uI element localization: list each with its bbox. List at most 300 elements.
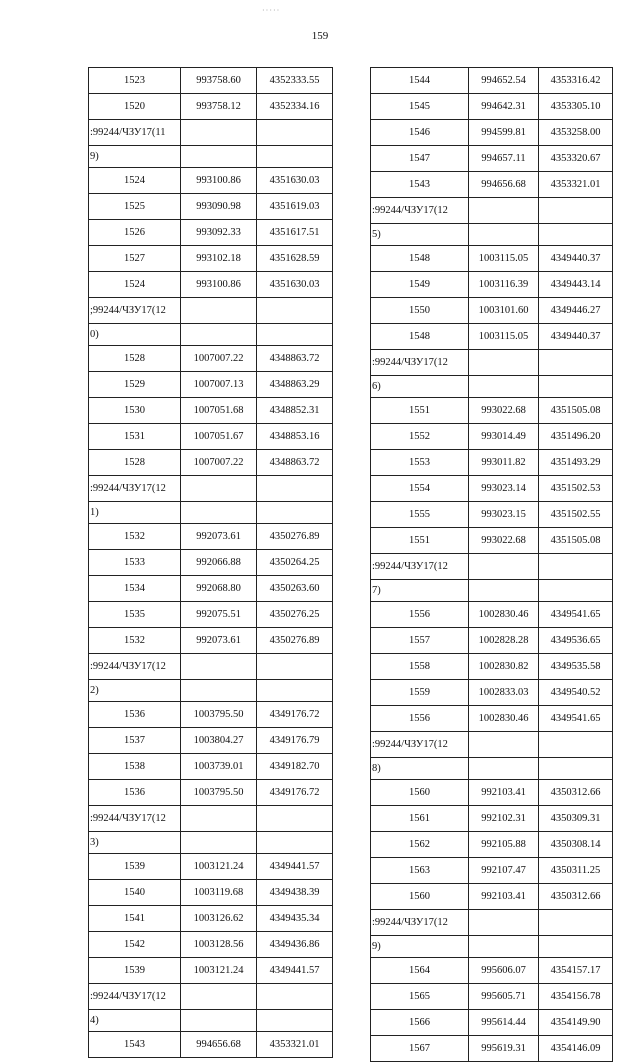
point-number-cell: 1557 bbox=[371, 628, 469, 654]
coordinate-row bbox=[371, 984, 613, 1010]
empty-cell bbox=[469, 758, 539, 780]
coordinates-table-left bbox=[88, 67, 333, 1058]
y-coordinate-cell: 4354149.90 bbox=[539, 1010, 613, 1036]
coordinate-row bbox=[371, 502, 613, 528]
empty-cell bbox=[469, 936, 539, 958]
parcel-header-row bbox=[371, 376, 613, 398]
x-coordinate-cell: 1002828.28 bbox=[469, 628, 539, 654]
point-number-cell: 1558 bbox=[371, 654, 469, 680]
point-number-cell: 1552 bbox=[371, 424, 469, 450]
point-number-cell: 1523 bbox=[89, 68, 181, 94]
coordinate-row bbox=[371, 832, 613, 858]
point-number-cell: 1555 bbox=[371, 502, 469, 528]
coordinate-row bbox=[89, 932, 333, 958]
point-number-cell: 1560 bbox=[371, 884, 469, 910]
x-coordinate-cell: 994656.68 bbox=[181, 1032, 257, 1058]
x-coordinate-cell: 993011.82 bbox=[469, 450, 539, 476]
parcel-header-row bbox=[371, 732, 613, 758]
point-number-cell: 1534 bbox=[89, 576, 181, 602]
parcel-id-cell: 6) bbox=[371, 376, 469, 398]
coordinate-row bbox=[89, 68, 333, 94]
parcel-header-row bbox=[89, 1010, 333, 1032]
point-number-cell: 1556 bbox=[371, 602, 469, 628]
coordinate-row bbox=[371, 298, 613, 324]
y-coordinate-cell: 4353321.01 bbox=[539, 172, 613, 198]
x-coordinate-cell: 1003128.56 bbox=[181, 932, 257, 958]
empty-cell bbox=[181, 476, 257, 502]
point-number-cell: 1536 bbox=[89, 702, 181, 728]
parcel-header-row bbox=[371, 910, 613, 936]
coordinate-row bbox=[89, 602, 333, 628]
coordinate-row bbox=[371, 602, 613, 628]
parcel-id-cell: :99244/ЧЗУ17(12 bbox=[89, 806, 181, 832]
x-coordinate-cell: 993090.98 bbox=[181, 194, 257, 220]
x-coordinate-cell: 992102.31 bbox=[469, 806, 539, 832]
x-coordinate-cell: 1003126.62 bbox=[181, 906, 257, 932]
x-coordinate-cell: 995614.44 bbox=[469, 1010, 539, 1036]
point-number-cell: 1527 bbox=[89, 246, 181, 272]
empty-cell bbox=[539, 350, 613, 376]
x-coordinate-cell: 994652.54 bbox=[469, 68, 539, 94]
coordinate-row bbox=[89, 880, 333, 906]
parcel-id-cell: 4) bbox=[89, 1010, 181, 1032]
coordinate-row bbox=[371, 958, 613, 984]
empty-cell bbox=[181, 120, 257, 146]
coordinate-row bbox=[89, 168, 333, 194]
parcel-id-cell: 8) bbox=[371, 758, 469, 780]
y-coordinate-cell: 4349440.37 bbox=[539, 246, 613, 272]
point-number-cell: 1539 bbox=[89, 958, 181, 984]
empty-cell bbox=[469, 224, 539, 246]
parcel-header-row bbox=[89, 324, 333, 346]
parcel-header-row bbox=[371, 198, 613, 224]
point-number-cell: 1548 bbox=[371, 324, 469, 350]
coordinate-row bbox=[89, 550, 333, 576]
empty-cell bbox=[539, 554, 613, 580]
point-number-cell: 1546 bbox=[371, 120, 469, 146]
point-number-cell: 1544 bbox=[371, 68, 469, 94]
y-coordinate-cell: 4351630.03 bbox=[257, 272, 333, 298]
point-number-cell: 1529 bbox=[89, 372, 181, 398]
point-number-cell: 1549 bbox=[371, 272, 469, 298]
x-coordinate-cell: 1003115.05 bbox=[469, 246, 539, 272]
point-number-cell: 1556 bbox=[371, 706, 469, 732]
point-number-cell: 1528 bbox=[89, 346, 181, 372]
parcel-id-cell: 9) bbox=[89, 146, 181, 168]
x-coordinate-cell: 992066.88 bbox=[181, 550, 257, 576]
y-coordinate-cell: 4351505.08 bbox=[539, 528, 613, 554]
y-coordinate-cell: 4351502.55 bbox=[539, 502, 613, 528]
coordinate-row bbox=[89, 424, 333, 450]
point-number-cell: 1562 bbox=[371, 832, 469, 858]
y-coordinate-cell: 4349536.65 bbox=[539, 628, 613, 654]
parcel-id-cell: :99244/ЧЗУ17(12 bbox=[89, 476, 181, 502]
x-coordinate-cell: 993102.18 bbox=[181, 246, 257, 272]
y-coordinate-cell: 4349540.52 bbox=[539, 680, 613, 706]
coordinate-row bbox=[89, 958, 333, 984]
empty-cell bbox=[257, 654, 333, 680]
coordinate-row bbox=[89, 220, 333, 246]
point-number-cell: 1531 bbox=[89, 424, 181, 450]
header-mark: ····· bbox=[262, 6, 281, 15]
point-number-cell: 1540 bbox=[89, 880, 181, 906]
point-number-cell: 1551 bbox=[371, 398, 469, 424]
coordinate-row bbox=[89, 754, 333, 780]
y-coordinate-cell: 4349440.37 bbox=[539, 324, 613, 350]
empty-cell bbox=[539, 936, 613, 958]
y-coordinate-cell: 4351502.53 bbox=[539, 476, 613, 502]
parcel-id-cell: 2) bbox=[89, 680, 181, 702]
coordinate-row bbox=[89, 272, 333, 298]
y-coordinate-cell: 4350276.89 bbox=[257, 524, 333, 550]
point-number-cell: 1554 bbox=[371, 476, 469, 502]
point-number-cell: 1565 bbox=[371, 984, 469, 1010]
point-number-cell: 1545 bbox=[371, 94, 469, 120]
coordinate-row bbox=[371, 94, 613, 120]
empty-cell bbox=[257, 832, 333, 854]
coordinate-row bbox=[371, 398, 613, 424]
x-coordinate-cell: 1007007.22 bbox=[181, 450, 257, 476]
coordinate-row bbox=[371, 450, 613, 476]
x-coordinate-cell: 994657.11 bbox=[469, 146, 539, 172]
empty-cell bbox=[539, 758, 613, 780]
coordinate-row bbox=[371, 884, 613, 910]
empty-cell bbox=[539, 376, 613, 398]
coordinate-row bbox=[371, 476, 613, 502]
x-coordinate-cell: 993023.15 bbox=[469, 502, 539, 528]
y-coordinate-cell: 4349176.72 bbox=[257, 702, 333, 728]
empty-cell bbox=[539, 224, 613, 246]
parcel-header-row bbox=[89, 146, 333, 168]
y-coordinate-cell: 4351496.20 bbox=[539, 424, 613, 450]
parcel-header-row bbox=[89, 476, 333, 502]
coordinate-row bbox=[89, 94, 333, 120]
empty-cell bbox=[257, 324, 333, 346]
x-coordinate-cell: 992073.61 bbox=[181, 524, 257, 550]
coordinate-row bbox=[89, 576, 333, 602]
y-coordinate-cell: 4351630.03 bbox=[257, 168, 333, 194]
y-coordinate-cell: 4349176.79 bbox=[257, 728, 333, 754]
parcel-header-row bbox=[89, 832, 333, 854]
x-coordinate-cell: 993758.12 bbox=[181, 94, 257, 120]
empty-cell bbox=[539, 732, 613, 758]
point-number-cell: 1520 bbox=[89, 94, 181, 120]
parcel-header-row bbox=[371, 758, 613, 780]
y-coordinate-cell: 4353316.42 bbox=[539, 68, 613, 94]
point-number-cell: 1542 bbox=[89, 932, 181, 958]
x-coordinate-cell: 992107.47 bbox=[469, 858, 539, 884]
x-coordinate-cell: 1007007.22 bbox=[181, 346, 257, 372]
x-coordinate-cell: 995619.31 bbox=[469, 1036, 539, 1062]
empty-cell bbox=[257, 120, 333, 146]
parcel-header-row bbox=[89, 806, 333, 832]
coordinate-row bbox=[371, 680, 613, 706]
parcel-id-cell: :99244/ЧЗУ17(12 bbox=[371, 198, 469, 224]
parcel-header-row bbox=[89, 120, 333, 146]
point-number-cell: 1539 bbox=[89, 854, 181, 880]
coordinate-row bbox=[371, 780, 613, 806]
y-coordinate-cell: 4349435.34 bbox=[257, 906, 333, 932]
empty-cell bbox=[257, 806, 333, 832]
x-coordinate-cell: 993022.68 bbox=[469, 528, 539, 554]
coordinate-row bbox=[89, 628, 333, 654]
y-coordinate-cell: 4350312.66 bbox=[539, 780, 613, 806]
empty-cell bbox=[257, 476, 333, 502]
point-number-cell: 1532 bbox=[89, 524, 181, 550]
point-number-cell: 1553 bbox=[371, 450, 469, 476]
y-coordinate-cell: 4349541.65 bbox=[539, 602, 613, 628]
empty-cell bbox=[539, 198, 613, 224]
x-coordinate-cell: 1003116.39 bbox=[469, 272, 539, 298]
coordinate-row bbox=[371, 120, 613, 146]
y-coordinate-cell: 4349438.39 bbox=[257, 880, 333, 906]
point-number-cell: 1567 bbox=[371, 1036, 469, 1062]
coordinate-row bbox=[371, 654, 613, 680]
y-coordinate-cell: 4353305.10 bbox=[539, 94, 613, 120]
x-coordinate-cell: 1007007.13 bbox=[181, 372, 257, 398]
y-coordinate-cell: 4349535.58 bbox=[539, 654, 613, 680]
coordinate-row bbox=[371, 146, 613, 172]
coordinate-row bbox=[371, 628, 613, 654]
empty-cell bbox=[257, 1010, 333, 1032]
parcel-id-cell: :99244/ЧЗУ17(12 bbox=[371, 910, 469, 936]
y-coordinate-cell: 4350312.66 bbox=[539, 884, 613, 910]
x-coordinate-cell: 1002830.46 bbox=[469, 602, 539, 628]
empty-cell bbox=[539, 910, 613, 936]
coordinate-row bbox=[371, 324, 613, 350]
y-coordinate-cell: 4348863.72 bbox=[257, 346, 333, 372]
x-coordinate-cell: 1003121.24 bbox=[181, 958, 257, 984]
y-coordinate-cell: 4349182.70 bbox=[257, 754, 333, 780]
parcel-header-row bbox=[89, 502, 333, 524]
coordinate-row bbox=[371, 68, 613, 94]
y-coordinate-cell: 4354157.17 bbox=[539, 958, 613, 984]
parcel-id-cell: 5) bbox=[371, 224, 469, 246]
point-number-cell: 1525 bbox=[89, 194, 181, 220]
coordinate-row bbox=[371, 172, 613, 198]
empty-cell bbox=[181, 806, 257, 832]
point-number-cell: 1543 bbox=[89, 1032, 181, 1058]
parcel-id-cell: 9) bbox=[371, 936, 469, 958]
point-number-cell: 1547 bbox=[371, 146, 469, 172]
y-coordinate-cell: 4348863.29 bbox=[257, 372, 333, 398]
empty-cell bbox=[181, 832, 257, 854]
parcel-header-row bbox=[371, 936, 613, 958]
y-coordinate-cell: 4350308.14 bbox=[539, 832, 613, 858]
coordinate-row bbox=[89, 854, 333, 880]
parcel-id-cell: 7) bbox=[371, 580, 469, 602]
coordinate-row bbox=[89, 346, 333, 372]
x-coordinate-cell: 1003121.24 bbox=[181, 854, 257, 880]
x-coordinate-cell: 1007051.68 bbox=[181, 398, 257, 424]
parcel-header-row bbox=[371, 580, 613, 602]
empty-cell bbox=[469, 732, 539, 758]
x-coordinate-cell: 994599.81 bbox=[469, 120, 539, 146]
x-coordinate-cell: 994642.31 bbox=[469, 94, 539, 120]
coordinate-row bbox=[89, 702, 333, 728]
y-coordinate-cell: 4350276.25 bbox=[257, 602, 333, 628]
x-coordinate-cell: 993022.68 bbox=[469, 398, 539, 424]
x-coordinate-cell: 993100.86 bbox=[181, 272, 257, 298]
point-number-cell: 1564 bbox=[371, 958, 469, 984]
y-coordinate-cell: 4352333.55 bbox=[257, 68, 333, 94]
point-number-cell: 1537 bbox=[89, 728, 181, 754]
point-number-cell: 1566 bbox=[371, 1010, 469, 1036]
coordinate-row bbox=[371, 528, 613, 554]
empty-cell bbox=[469, 350, 539, 376]
x-coordinate-cell: 993023.14 bbox=[469, 476, 539, 502]
empty-cell bbox=[257, 680, 333, 702]
parcel-id-cell: :99244/ЧЗУ17(12 bbox=[371, 554, 469, 580]
page-number: 159 bbox=[311, 30, 329, 42]
parcel-id-cell: :99244/ЧЗУ17(12 bbox=[89, 984, 181, 1010]
y-coordinate-cell: 4350263.60 bbox=[257, 576, 333, 602]
point-number-cell: 1536 bbox=[89, 780, 181, 806]
parcel-id-cell: :99244/ЧЗУ17(12 bbox=[371, 732, 469, 758]
x-coordinate-cell: 1002830.46 bbox=[469, 706, 539, 732]
parcel-header-row bbox=[371, 224, 613, 246]
coordinate-row bbox=[89, 1032, 333, 1058]
coordinate-row bbox=[89, 906, 333, 932]
point-number-cell: 1528 bbox=[89, 450, 181, 476]
y-coordinate-cell: 4348863.72 bbox=[257, 450, 333, 476]
coordinate-row bbox=[89, 194, 333, 220]
point-number-cell: 1543 bbox=[371, 172, 469, 198]
parcel-id-cell: :99244/ЧЗУ17(12 bbox=[89, 654, 181, 680]
point-number-cell: 1560 bbox=[371, 780, 469, 806]
x-coordinate-cell: 993014.49 bbox=[469, 424, 539, 450]
parcel-header-row bbox=[89, 298, 333, 324]
x-coordinate-cell: 992068.80 bbox=[181, 576, 257, 602]
y-coordinate-cell: 4349441.57 bbox=[257, 854, 333, 880]
parcel-id-cell: 3) bbox=[89, 832, 181, 854]
x-coordinate-cell: 993100.86 bbox=[181, 168, 257, 194]
y-coordinate-cell: 4351493.29 bbox=[539, 450, 613, 476]
coordinate-row bbox=[89, 398, 333, 424]
y-coordinate-cell: 4348853.16 bbox=[257, 424, 333, 450]
empty-cell bbox=[257, 984, 333, 1010]
y-coordinate-cell: 4349176.72 bbox=[257, 780, 333, 806]
point-number-cell: 1538 bbox=[89, 754, 181, 780]
coordinate-row bbox=[89, 450, 333, 476]
coordinate-row bbox=[89, 372, 333, 398]
y-coordinate-cell: 4349541.65 bbox=[539, 706, 613, 732]
coordinate-row bbox=[89, 524, 333, 550]
y-coordinate-cell: 4349446.27 bbox=[539, 298, 613, 324]
empty-cell bbox=[181, 146, 257, 168]
x-coordinate-cell: 1003795.50 bbox=[181, 780, 257, 806]
coordinate-row bbox=[371, 806, 613, 832]
empty-cell bbox=[181, 680, 257, 702]
y-coordinate-cell: 4350309.31 bbox=[539, 806, 613, 832]
y-coordinate-cell: 4351505.08 bbox=[539, 398, 613, 424]
x-coordinate-cell: 992103.41 bbox=[469, 884, 539, 910]
x-coordinate-cell: 993758.60 bbox=[181, 68, 257, 94]
coordinate-row bbox=[371, 858, 613, 884]
y-coordinate-cell: 4353321.01 bbox=[257, 1032, 333, 1058]
x-coordinate-cell: 994656.68 bbox=[469, 172, 539, 198]
point-number-cell: 1535 bbox=[89, 602, 181, 628]
x-coordinate-cell: 992103.41 bbox=[469, 780, 539, 806]
coordinate-row bbox=[89, 728, 333, 754]
coordinate-row bbox=[371, 424, 613, 450]
empty-cell bbox=[181, 324, 257, 346]
parcel-id-cell: ;99244/ЧЗУ17(12 bbox=[89, 298, 181, 324]
y-coordinate-cell: 4350264.25 bbox=[257, 550, 333, 576]
point-number-cell: 1563 bbox=[371, 858, 469, 884]
parcel-id-cell: :99244/ЧЗУ17(12 bbox=[371, 350, 469, 376]
coordinates-table-right bbox=[370, 67, 613, 1062]
parcel-id-cell: 1) bbox=[89, 502, 181, 524]
point-number-cell: 1551 bbox=[371, 528, 469, 554]
x-coordinate-cell: 1007051.67 bbox=[181, 424, 257, 450]
coordinate-row bbox=[371, 246, 613, 272]
empty-cell bbox=[181, 1010, 257, 1032]
y-coordinate-cell: 4353320.67 bbox=[539, 146, 613, 172]
empty-cell bbox=[181, 502, 257, 524]
x-coordinate-cell: 1003739.01 bbox=[181, 754, 257, 780]
x-coordinate-cell: 1002833.03 bbox=[469, 680, 539, 706]
empty-cell bbox=[181, 654, 257, 680]
parcel-id-cell: :99244/ЧЗУ17(11 bbox=[89, 120, 181, 146]
empty-cell bbox=[469, 554, 539, 580]
x-coordinate-cell: 993092.33 bbox=[181, 220, 257, 246]
y-coordinate-cell: 4351617.51 bbox=[257, 220, 333, 246]
empty-cell bbox=[469, 198, 539, 224]
empty-cell bbox=[181, 984, 257, 1010]
x-coordinate-cell: 1003804.27 bbox=[181, 728, 257, 754]
parcel-id-cell: 0) bbox=[89, 324, 181, 346]
point-number-cell: 1561 bbox=[371, 806, 469, 832]
x-coordinate-cell: 1003119.68 bbox=[181, 880, 257, 906]
x-coordinate-cell: 995606.07 bbox=[469, 958, 539, 984]
empty-cell bbox=[257, 146, 333, 168]
parcel-header-row bbox=[89, 654, 333, 680]
y-coordinate-cell: 4349443.14 bbox=[539, 272, 613, 298]
x-coordinate-cell: 992105.88 bbox=[469, 832, 539, 858]
coordinate-row bbox=[371, 706, 613, 732]
y-coordinate-cell: 4348852.31 bbox=[257, 398, 333, 424]
x-coordinate-cell: 1003115.05 bbox=[469, 324, 539, 350]
y-coordinate-cell: 4350311.25 bbox=[539, 858, 613, 884]
parcel-header-row bbox=[371, 350, 613, 376]
coordinate-row bbox=[371, 272, 613, 298]
empty-cell bbox=[181, 298, 257, 324]
y-coordinate-cell: 4354146.09 bbox=[539, 1036, 613, 1062]
point-number-cell: 1533 bbox=[89, 550, 181, 576]
point-number-cell: 1524 bbox=[89, 168, 181, 194]
point-number-cell: 1532 bbox=[89, 628, 181, 654]
x-coordinate-cell: 995605.71 bbox=[469, 984, 539, 1010]
x-coordinate-cell: 1003795.50 bbox=[181, 702, 257, 728]
empty-cell bbox=[539, 580, 613, 602]
point-number-cell: 1541 bbox=[89, 906, 181, 932]
point-number-cell: 1526 bbox=[89, 220, 181, 246]
point-number-cell: 1559 bbox=[371, 680, 469, 706]
coordinate-row bbox=[371, 1010, 613, 1036]
x-coordinate-cell: 1003101.60 bbox=[469, 298, 539, 324]
y-coordinate-cell: 4353258.00 bbox=[539, 120, 613, 146]
empty-cell bbox=[257, 502, 333, 524]
parcel-header-row bbox=[89, 984, 333, 1010]
x-coordinate-cell: 992075.51 bbox=[181, 602, 257, 628]
empty-cell bbox=[257, 298, 333, 324]
y-coordinate-cell: 4349441.57 bbox=[257, 958, 333, 984]
y-coordinate-cell: 4351628.59 bbox=[257, 246, 333, 272]
point-number-cell: 1530 bbox=[89, 398, 181, 424]
empty-cell bbox=[469, 580, 539, 602]
point-number-cell: 1550 bbox=[371, 298, 469, 324]
